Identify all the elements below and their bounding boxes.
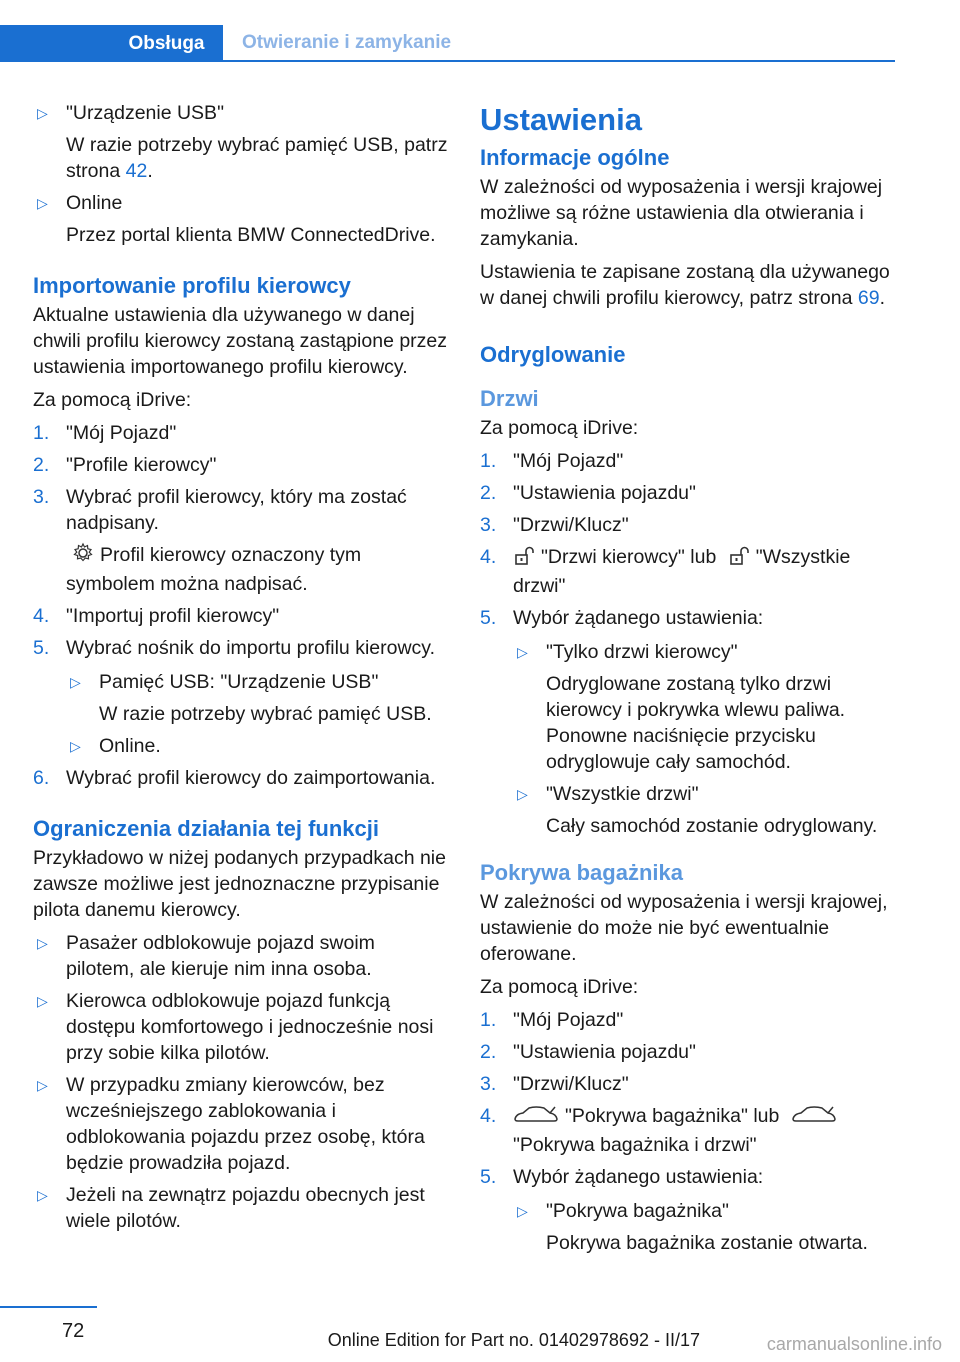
step-text: "Pokrywa bagażnika" lub — [565, 1105, 780, 1127]
list-item — [480, 1039, 895, 1065]
triangle-bullet-icon: ▷ — [70, 738, 81, 754]
step-number: 1. — [480, 450, 497, 472]
step-text: Wybór żądanego ustawienia: — [513, 607, 764, 629]
step-text: "Pokrywa bagażnika i drzwi" — [513, 1134, 757, 1156]
list-item — [513, 781, 895, 839]
step-text: "Wszystkie drzwi" — [513, 546, 851, 597]
list-item — [33, 1072, 448, 1176]
step-number: 5. — [480, 1166, 497, 1188]
step-number: 2. — [33, 454, 50, 476]
page-header — [0, 25, 895, 62]
bullet-title: Online — [66, 192, 123, 214]
triangle-bullet-icon: ▷ — [37, 195, 48, 211]
step-number: 3. — [480, 1073, 497, 1095]
car-trunk-icon — [513, 1105, 559, 1132]
paragraph-text: . — [879, 287, 885, 309]
bullet-text: Kierowca odblokowuje pojazd funkcją dostępu komfortowego i jednocześnie nosi przy sobie kilka pilotów. — [66, 990, 434, 1064]
unlock-all-doors-icon — [728, 546, 750, 573]
bullet-title: "Pokrywa bagażnika" — [546, 1200, 729, 1222]
step-number: 5. — [480, 607, 497, 629]
car-trunk-doors-icon — [791, 1105, 837, 1132]
steps-trunk — [480, 1007, 895, 1256]
list-item — [66, 669, 448, 727]
list-item — [513, 1198, 895, 1256]
list-item — [33, 190, 448, 248]
section-heading-limits: Ograniczenia działania tej funkcji — [33, 816, 379, 841]
list-item — [513, 639, 895, 775]
bullet-text: W przypadku zmiany kierowców, bez wcześniejszego zablokowania i odblokowania pojazdu przez osobę, która będzie prowadziła pojazd. — [66, 1074, 425, 1174]
edition-text: Online Edition for Part no. 01402978692 - II/17 — [327, 1330, 700, 1350]
step-note — [66, 542, 448, 597]
step-text: Wybrać nośnik do importu profilu kierowcy. — [66, 637, 436, 659]
step-text: Wybrać profil kierowcy, który ma zostać nadpisany. — [66, 486, 407, 534]
steps-doors — [480, 448, 895, 839]
paragraph: W zależności od wyposażenia i wersji krajowej, ustawienie do może nie być ewentualnie oferowane. — [480, 891, 888, 965]
list-item — [33, 765, 448, 791]
list-item — [33, 635, 448, 759]
list-item — [33, 603, 448, 629]
bullet-title: "Tylko drzwi kierowcy" — [546, 641, 738, 663]
list-item — [480, 605, 895, 839]
bullet-desc: Przez portal klienta BMW ConnectedDrive. — [66, 224, 436, 246]
section-tab-otwieranie[interactable]: Otwieranie i zamykanie — [223, 25, 895, 62]
step-number: 2. — [480, 1041, 497, 1063]
paragraph: Za pomocą iDrive: — [480, 417, 639, 439]
step-text: "Mój Pojazd" — [513, 1009, 624, 1031]
sub-bullets — [66, 669, 448, 759]
list-item — [480, 480, 895, 506]
bullet-title: "Urządzenie USB" — [66, 102, 224, 124]
section-heading-general: Informacje ogólne — [480, 145, 670, 170]
bullet-desc: Pokrywa bagażnika zostanie otwarta. — [546, 1232, 868, 1254]
paragraph: W zależności od wyposażenia i wersji krajowej możliwe są różne ustawienia dla otwierania i zamykania. — [480, 176, 883, 250]
list-item — [480, 1164, 895, 1256]
subheading-doors: Drzwi — [480, 386, 539, 411]
triangle-bullet-icon: ▷ — [37, 993, 48, 1009]
bullet-desc — [66, 132, 448, 184]
step-number: 5. — [33, 637, 50, 659]
step-number: 1. — [480, 1009, 497, 1031]
note-text: Profil kierowcy oznaczony tym symbolem można nadpisać. — [66, 544, 362, 595]
list-item — [33, 930, 448, 982]
left-column — [33, 100, 448, 1240]
step-text: "Importuj profil kierowcy" — [66, 605, 280, 627]
list-item — [480, 544, 895, 599]
triangle-bullet-icon: ▷ — [70, 674, 81, 690]
paragraph: Przykładowo w niżej podanych przypadkach nie zawsze możliwe jest jednoznaczne przypisanie pilota danemu kierowcy. — [33, 847, 446, 921]
bullet-list-sources — [33, 100, 448, 248]
list-item — [480, 448, 895, 474]
step-text: Wybrać profil kierowcy do zaimportowania. — [66, 767, 436, 789]
triangle-bullet-icon: ▷ — [37, 935, 48, 951]
bullet-title: "Wszystkie drzwi" — [546, 783, 699, 805]
bullet-text: Jeżeli na zewnątrz pojazdu obecnych jest wiele pilotów. — [66, 1184, 425, 1232]
section-heading-unlock: Odryglowanie — [480, 342, 626, 367]
page-link-42[interactable]: 42 — [125, 160, 148, 182]
list-item — [33, 988, 448, 1066]
desc-text: . — [147, 160, 153, 182]
step-number: 3. — [33, 486, 50, 508]
unlock-driver-door-icon — [513, 546, 535, 573]
bullet-text: Pasażer odblokowuje pojazd swoim pilotem, ale kieruje nim inna osoba. — [66, 932, 375, 980]
list-item — [480, 512, 895, 538]
bullet-title: Online. — [99, 735, 161, 757]
page-title: Ustawienia — [480, 102, 642, 137]
bullet-desc: Cały samochód zostanie odryglowany. — [546, 815, 878, 837]
sub-bullets — [513, 639, 895, 839]
bullet-title: Pamięć USB: "Urządzenie USB" — [99, 671, 379, 693]
step-number: 1. — [33, 422, 50, 444]
step-text: "Ustawienia pojazdu" — [513, 1041, 696, 1063]
paragraph — [480, 259, 895, 311]
list-item — [33, 484, 448, 597]
step-number: 2. — [480, 482, 497, 504]
paragraph: Za pomocą iDrive: — [33, 389, 192, 411]
bullet-desc: Odryglowane zostaną tylko drzwi kierowcy i pokrywka wlewu paliwa. Ponowne naciśnięcie przycisku odryglowuje cały samochód. — [546, 673, 846, 773]
list-item — [480, 1007, 895, 1033]
paragraph-text: Ustawienia te zapisane zostaną dla używanego w danej chwili profilu kierowcy, patrz strona — [480, 261, 890, 309]
list-item — [480, 1103, 895, 1158]
list-item — [33, 1182, 448, 1234]
page-link-69[interactable]: 69 — [857, 287, 880, 309]
list-item — [66, 733, 448, 759]
page-number: 72 — [62, 1320, 85, 1342]
triangle-bullet-icon: ▷ — [37, 1077, 48, 1093]
step-text: "Drzwi kierowcy" lub — [541, 546, 717, 568]
footer-divider — [0, 1306, 97, 1308]
watermark-text: carmanualsonline.info — [766, 1334, 942, 1354]
list-item — [480, 1071, 895, 1097]
desc-text: W razie potrzeby wybrać pamięć USB, patrz strona — [66, 134, 448, 182]
subheading-trunk: Pokrywa bagażnika — [480, 860, 683, 885]
step-text: "Profile kierowcy" — [66, 454, 217, 476]
triangle-bullet-icon: ▷ — [517, 1203, 528, 1219]
step-number: 6. — [33, 767, 50, 789]
step-text: "Drzwi/Klucz" — [513, 514, 629, 536]
step-text: "Drzwi/Klucz" — [513, 1073, 629, 1095]
sub-bullets — [513, 1198, 895, 1256]
bullet-desc: W razie potrzeby wybrać pamięć USB. — [99, 703, 432, 725]
step-number: 4. — [480, 546, 497, 568]
step-text: "Mój Pojazd" — [513, 450, 624, 472]
step-text: Wybór żądanego ustawienia: — [513, 1166, 764, 1188]
paragraph: Za pomocą iDrive: — [480, 976, 639, 998]
section-tab-obsluga[interactable]: Obsługa — [0, 25, 223, 62]
triangle-bullet-icon: ▷ — [37, 105, 48, 121]
triangle-bullet-icon: ▷ — [517, 786, 528, 802]
triangle-bullet-icon: ▷ — [517, 644, 528, 660]
step-number: 4. — [480, 1105, 497, 1127]
bullet-list-limits — [33, 930, 448, 1234]
steps-import — [33, 420, 448, 791]
step-number: 3. — [480, 514, 497, 536]
profile-gear-icon — [72, 542, 94, 571]
right-column — [480, 100, 895, 1262]
section-heading-import: Importowanie profilu kierowcy — [33, 273, 351, 298]
list-item — [33, 100, 448, 184]
triangle-bullet-icon: ▷ — [37, 1187, 48, 1203]
step-number: 4. — [33, 605, 50, 627]
step-text: "Ustawienia pojazdu" — [513, 482, 696, 504]
paragraph: Aktualne ustawienia dla używanego w danej chwili profilu kierowcy zostaną zastąpione przez ustawienia importowanego profilu kierowcy. — [33, 304, 448, 378]
step-text: "Mój Pojazd" — [66, 422, 177, 444]
list-item — [33, 452, 448, 478]
list-item — [33, 420, 448, 446]
